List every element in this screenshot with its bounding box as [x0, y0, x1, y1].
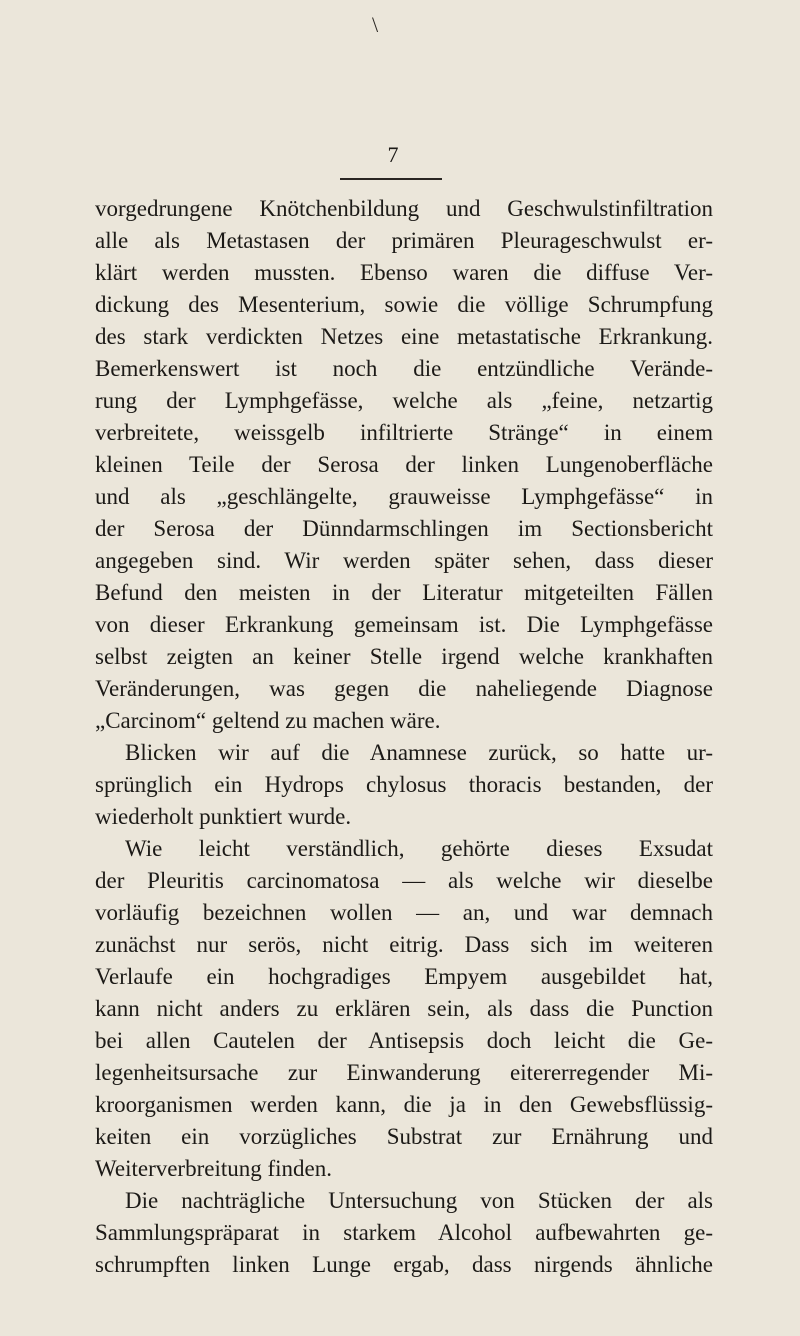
text-line: vorgedrungene Knötchenbildung und Geschwulstinfiltration: [95, 196, 713, 221]
text-line: wiederholt punktiert wurde.: [95, 804, 352, 829]
page-number-rule: [340, 178, 442, 180]
text-line: „Carcinom“ geltend zu machen wäre.: [95, 708, 441, 733]
text-line: selbst zeigten an keiner Stelle irgend welche krankhaften: [95, 644, 713, 669]
text-line: Verlaufe ein hochgradiges Empyem ausgebildet hat,: [95, 964, 713, 989]
text-line: des stark verdickten Netzes eine metastatische Erkrankung.: [95, 324, 713, 349]
text-line: rung der Lymphgefässe, welche als „feine, netzartig: [95, 388, 713, 413]
text-line: Wie leicht verständlich, gehörte dieses Exsudat: [125, 836, 713, 861]
text-line: und als „geschlängelte, grauweisse Lymphgefässe“ in: [95, 484, 713, 509]
text-line: von dieser Erkrankung gemeinsam ist. Die Lymphgefässe: [95, 612, 713, 637]
text-line: klärt werden mussten. Ebenso waren die diffuse Ver-: [95, 260, 713, 285]
text-line: Sammlungspräparat in starkem Alcohol aufbewahrten ge-: [95, 1220, 713, 1245]
text-line: kleinen Teile der Serosa der linken Lungenoberfläche: [95, 452, 713, 477]
text-line: der Serosa der Dünndarmschlingen im Sectionsbericht: [95, 516, 713, 541]
text-line: Weiterverbreitung finden.: [95, 1156, 332, 1181]
text-line: angegeben sind. Wir werden später sehen, dass dieser: [95, 548, 713, 573]
text-line: zunächst nur serös, nicht eitrig. Dass sich im weiteren: [95, 932, 713, 957]
text-line: Die nachträgliche Untersuchung von Stücken der als: [125, 1188, 713, 1213]
text-line: Befund den meisten in der Literatur mitgeteilten Fällen: [95, 580, 713, 605]
text-line: kann nicht anders zu erklären sein, als dass die Punction: [95, 996, 713, 1021]
text-line: vorläufig bezeichnen wollen — an, und war demnach: [95, 900, 713, 925]
text-line: verbreitete, weissgelb infiltrierte Stränge“ in einem: [95, 420, 713, 445]
text-line: Bemerkenswert ist noch die entzündliche Verände-: [95, 356, 713, 381]
text-line: Veränderungen, was gegen die naheliegende Diagnose: [95, 676, 713, 701]
text-line: keiten ein vorzügliches Substrat zur Ernährung und: [95, 1124, 713, 1149]
text-line: alle als Metastasen der primären Pleurageschwulst er-: [95, 228, 713, 253]
page-number: 7: [387, 142, 399, 167]
text-line: der Pleuritis carcinomatosa — als welche wir dieselbe: [95, 868, 713, 893]
text-line: bei allen Cautelen der Antisepsis doch leicht die Ge-: [95, 1028, 713, 1053]
text-line: kroorganismen werden kann, die ja in den Gewebsflüssig-: [95, 1092, 713, 1117]
text-line: legenheitsursache zur Einwanderung eitererregender Mi-: [95, 1060, 713, 1085]
text-line: schrumpften linken Lunge ergab, dass nirgends ähnliche: [95, 1252, 713, 1277]
body-text: [95, 193, 713, 1281]
text-line: dickung des Mesenterium, sowie die völlige Schrumpfung: [95, 292, 713, 317]
text-line: sprünglich ein Hydrops chylosus thoracis bestanden, der: [95, 772, 713, 797]
text-line: Blicken wir auf die Anamnese zurück, so hatte ur-: [125, 740, 713, 765]
top-mark: \: [372, 12, 379, 37]
